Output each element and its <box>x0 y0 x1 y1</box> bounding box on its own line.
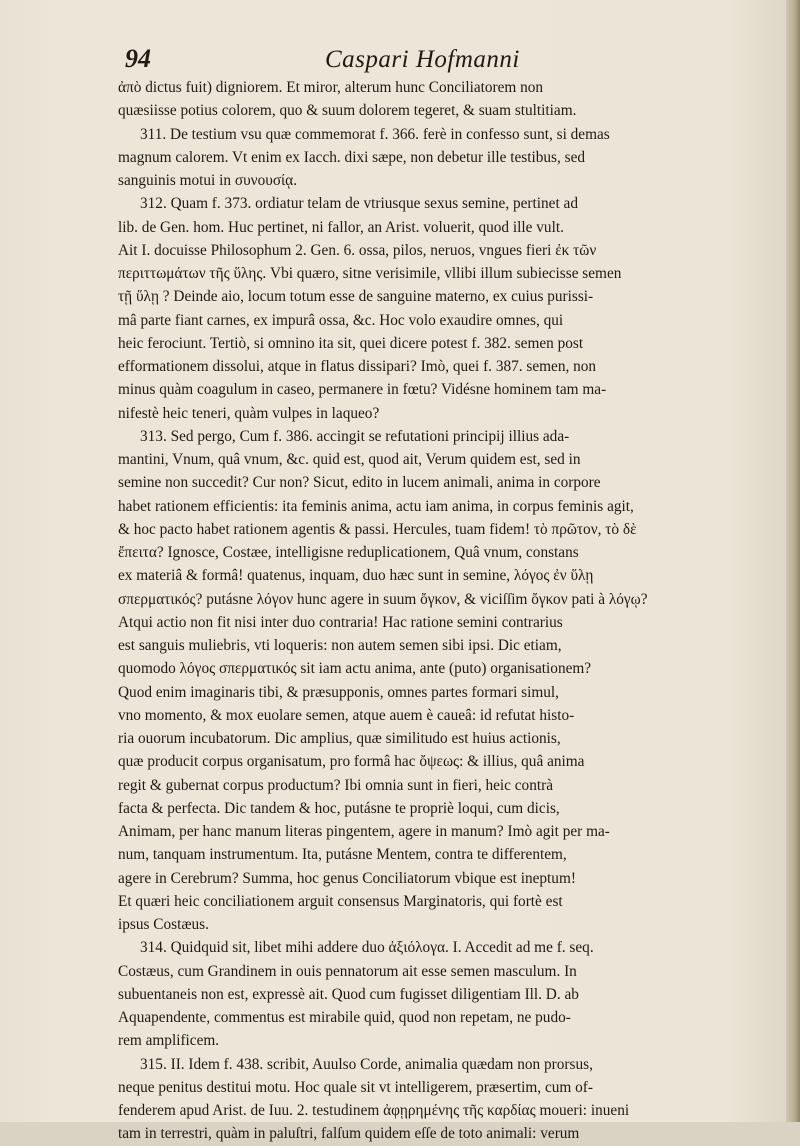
text-line: & hoc pacto habet rationem agentis & passi. Hercules, tuam fidem! τὸ πρῶτον, τὸ δὲ <box>118 520 637 538</box>
text-line: subuentaneis non est, expressè ait. Quod cum fugisset diligentiam Ill. D. ab <box>118 985 579 1003</box>
text-line: Quod enim imaginaris tibi, & præsupponis, omnes partes formari simul, <box>118 683 560 701</box>
text-line: σπερματικός? putásne λόγον hunc agere in suum ὄγκον, & viciſſim ὄγκον pati à λόγῳ? <box>118 590 648 608</box>
text-line: ria ouorum incubatorum. Dic amplius, quæ similitudo est huius actionis, <box>118 730 561 747</box>
text-line: ex materiâ & formâ! quatenus, inquam, duo hæc sunt in semine, λόγος ἐν ὕλῃ <box>118 567 594 585</box>
text-line: περιττωμάτων τῆς ὕλης. Vbi quæro, sitne verisimile, vllibi illum subiecisse semen <box>118 265 622 282</box>
text-line: tam in terrestri, quàm in paluſtri, falſum quidem eſſe de toto animali: verum <box>118 1125 580 1143</box>
text-line: est sanguis muliebris, vti loqueris: non autem semen sibi ipsi. Dic etiam, <box>118 637 562 654</box>
page-edge <box>786 0 800 1122</box>
text-line: num, tanquam instrumentum. Ita, putásne Mentem, contra te differentem, <box>118 846 567 864</box>
text-line: regit & gubernat corpus productum? Ibi omnia sunt in fieri, heic contrà <box>118 776 553 794</box>
text-line: quæsiisse potius colorem, quo & suum dolorem tegeret, & suam stultitiam. <box>118 102 577 120</box>
text-line: τῇ ὕλῃ ? Deinde aio, locum totum esse de sanguine materno, ex cuius purissi- <box>118 288 594 306</box>
text-line: neque penitus destitui motu. Hoc quale sit vt intelligerem, præsertim, cum of- <box>118 1078 593 1096</box>
text-line: 311. De testium vsu quæ commemorat f. 366. ferè in confesso sunt, si demas <box>140 125 610 143</box>
text-line: Aquapendente, commentus est mirabile quid, quod non repetam, ne pudo- <box>118 1009 571 1026</box>
text-line: heic ferociunt. Tertiò, si omnino ita sit, quei dicere potest f. 382. semen post <box>118 334 584 352</box>
text-line: ἀπὸ dictus fuit) digniorem. Et miror, alterum hunc Conciliatorem non <box>118 79 544 96</box>
text-line: minus quàm coagulum in caseo, permanere in fœtu? Vidésne hominem tam ma- <box>118 381 607 399</box>
text-line: magnum calorem. Vt enim ex Iacch. dixi sæpe, non debetur ille testibus, sed <box>118 148 586 166</box>
text-line: 315. II. Idem f. 438. scribit, Auulso Corde, animalia quædam non prorsus, <box>140 1055 593 1073</box>
text-line: quæ producit corpus organisatum, pro formâ hac ὄψεως: & illius, quâ anima <box>118 753 585 771</box>
text-line: mantini, Vnum, quâ vnum, &c. quid est, quod ait, Verum quidem est, sed in <box>118 451 581 468</box>
text-line: sanguinis motui in συνουσίᾳ. <box>118 172 298 189</box>
text-line: rem amplificem. <box>118 1032 220 1050</box>
text-line: quomodo λόγος σπερματικός sit iam actu anima, ante (puto) organisationem? <box>118 660 592 678</box>
page-number: 94 <box>125 44 151 73</box>
running-title: Caspari Hofmanni <box>325 46 520 73</box>
text-line: semine non succedit? Cur non? Sicut, edito in lucem animali, anima in corpore <box>118 474 601 492</box>
text-line: fenderem apud Arist. de Iuu. 2. testudinem ἀφῃρημένης τῆς καρδίας moueri: inueni <box>118 1102 630 1119</box>
text-line: 314. Quidquid sit, libet mihi addere duo ἀξιόλογα. I. Accedit ad me f. seq. <box>140 939 594 957</box>
text-line: lib. de Gen. hom. Huc pertinet, ni fallor, an Arist. voluerit, quod ille vult. <box>118 218 564 236</box>
text-line: Ait I. docuisse Philosophum 2. Gen. 6. ossa, pilos, neruos, vngues fieri ἐκ τῶν <box>118 241 597 259</box>
text-line: Atqui actio non fit nisi inter duo contraria! Hac ratione semini contrarius <box>118 613 563 631</box>
text-line: habet rationem efficientis: ita feminis anima, actu iam anima, in corpus feminis agit, <box>118 497 634 515</box>
text-line: ἔπειτα? Ignosce, Costæe, intelligisne reduplicationem, Quâ vnum, constans <box>118 544 579 561</box>
text-line: 312. Quam f. 373. ordiatur telam de vtriusque sexus semine, pertinet ad <box>140 195 578 213</box>
text-line: Costæus, cum Grandinem in ouis pennatorum ait esse semen masculum. In <box>118 962 577 980</box>
text-line: efformationem dissolui, atque in flatus dissipari? Imò, quei f. 387. semen, non <box>118 358 597 375</box>
text-line: Animam, per hanc manum literas pingentem, agere in manum? Imò agit per ma- <box>118 823 610 840</box>
text-line: 313. Sed pergo, Cum f. 386. accingit se refutationi principij illius ada- <box>140 427 570 445</box>
text-line: vno momento, & mox euolare semen, atque auem è caueâ: id refutat histo- <box>118 706 575 724</box>
text-line: agere in Cerebrum? Summa, hoc genus Conciliatorum vbique est ineptum! <box>118 869 576 887</box>
text-body <box>118 76 792 1146</box>
text-line: ipsus Costæus. <box>118 916 209 933</box>
text-line: nifestè heic teneri, quàm vulpes in laqueo? <box>118 404 380 422</box>
text-line: mâ parte fiant carnes, ex impurâ ossa, &c. Hoc volo exaudire omnes, qui <box>118 311 564 329</box>
text-line: facta & perfecta. Dic tandem & hoc, putásne te propriè loqui, cum dicis, <box>118 799 560 817</box>
text-line: Et quæri heic conciliationem arguit consensus Marginatoris, qui fortè est <box>118 892 563 910</box>
